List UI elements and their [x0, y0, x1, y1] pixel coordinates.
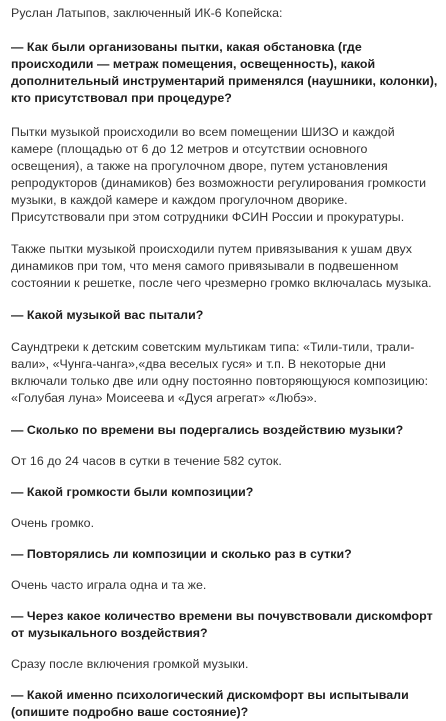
- question-repetition: — Повторялись ли композиции и сколько раз в сутки?: [11, 547, 352, 561]
- answer-music-type: Саундтреки к детским советским мультикам типа: «Тили-тили, трали-вали», «Чунга-чанга»,«два веселых гуся» и т.п. В некоторые дни включали только две или одну постоянно повторяющуюся композицию: «Голубая луна» Моисеева и «Дуся агрегат» «Любэ».: [11, 340, 429, 405]
- question-torture-setup: — Как были организованы пытки, какая обстановка (где происходили — метраж помещения, освещенность), какой дополнительный инструментарий применялся (наушники, колонки), кто присутствовал при процедуре?: [11, 40, 438, 105]
- answer-torture-setup: Пытки музыкой происходили во всем помещении ШИЗО и каждой камере (площадью от 6 до 12 метров и отсутствии основного освещения), а также на прогулочном дворе, путем установления репродукторов (динамиков) без возможности регулирования громкости музыки, в каждой камере и каждом прогулочном дворике. Присутствовали при этом сотрудники ФСИН России и прокуратуры.: [11, 125, 427, 224]
- question-music-type: — Какой музыкой вас пытали?: [11, 308, 204, 322]
- answer-torture-speakers: Также пытки музыкой происходили путем привязывания к ушам двух динамиков при том, что меня самого привязывали в подвешенном состоянии к решетке, после чего чрезмерно громко включалась музыка.: [11, 242, 432, 290]
- question-discomfort-onset: — Через какое количество времени вы почувствовали дискомфорт от музыкального воздействия?: [11, 609, 433, 640]
- intro-speaker-line: Руслан Латыпов, заключенный ИК-6 Копейска:: [11, 6, 283, 20]
- answer-repetition: Очень часто играла одна и та же.: [11, 578, 207, 592]
- question-volume: — Какой громкости были композиции?: [11, 485, 254, 499]
- interview-text: [11, 5, 440, 721]
- answer-volume: Очень громко.: [11, 516, 95, 530]
- answer-duration: От 16 до 24 часов в сутки в течение 582 суток.: [11, 454, 282, 468]
- question-duration: — Сколько по времени вы подергались воздействию музыки?: [11, 423, 404, 437]
- answer-discomfort-onset: Сразу после включения громкой музыки.: [11, 657, 249, 671]
- question-discomfort-kind: — Какой именно психологический дискомфорт вы испытывали (опишите подробно ваше состояние)?: [11, 688, 409, 719]
